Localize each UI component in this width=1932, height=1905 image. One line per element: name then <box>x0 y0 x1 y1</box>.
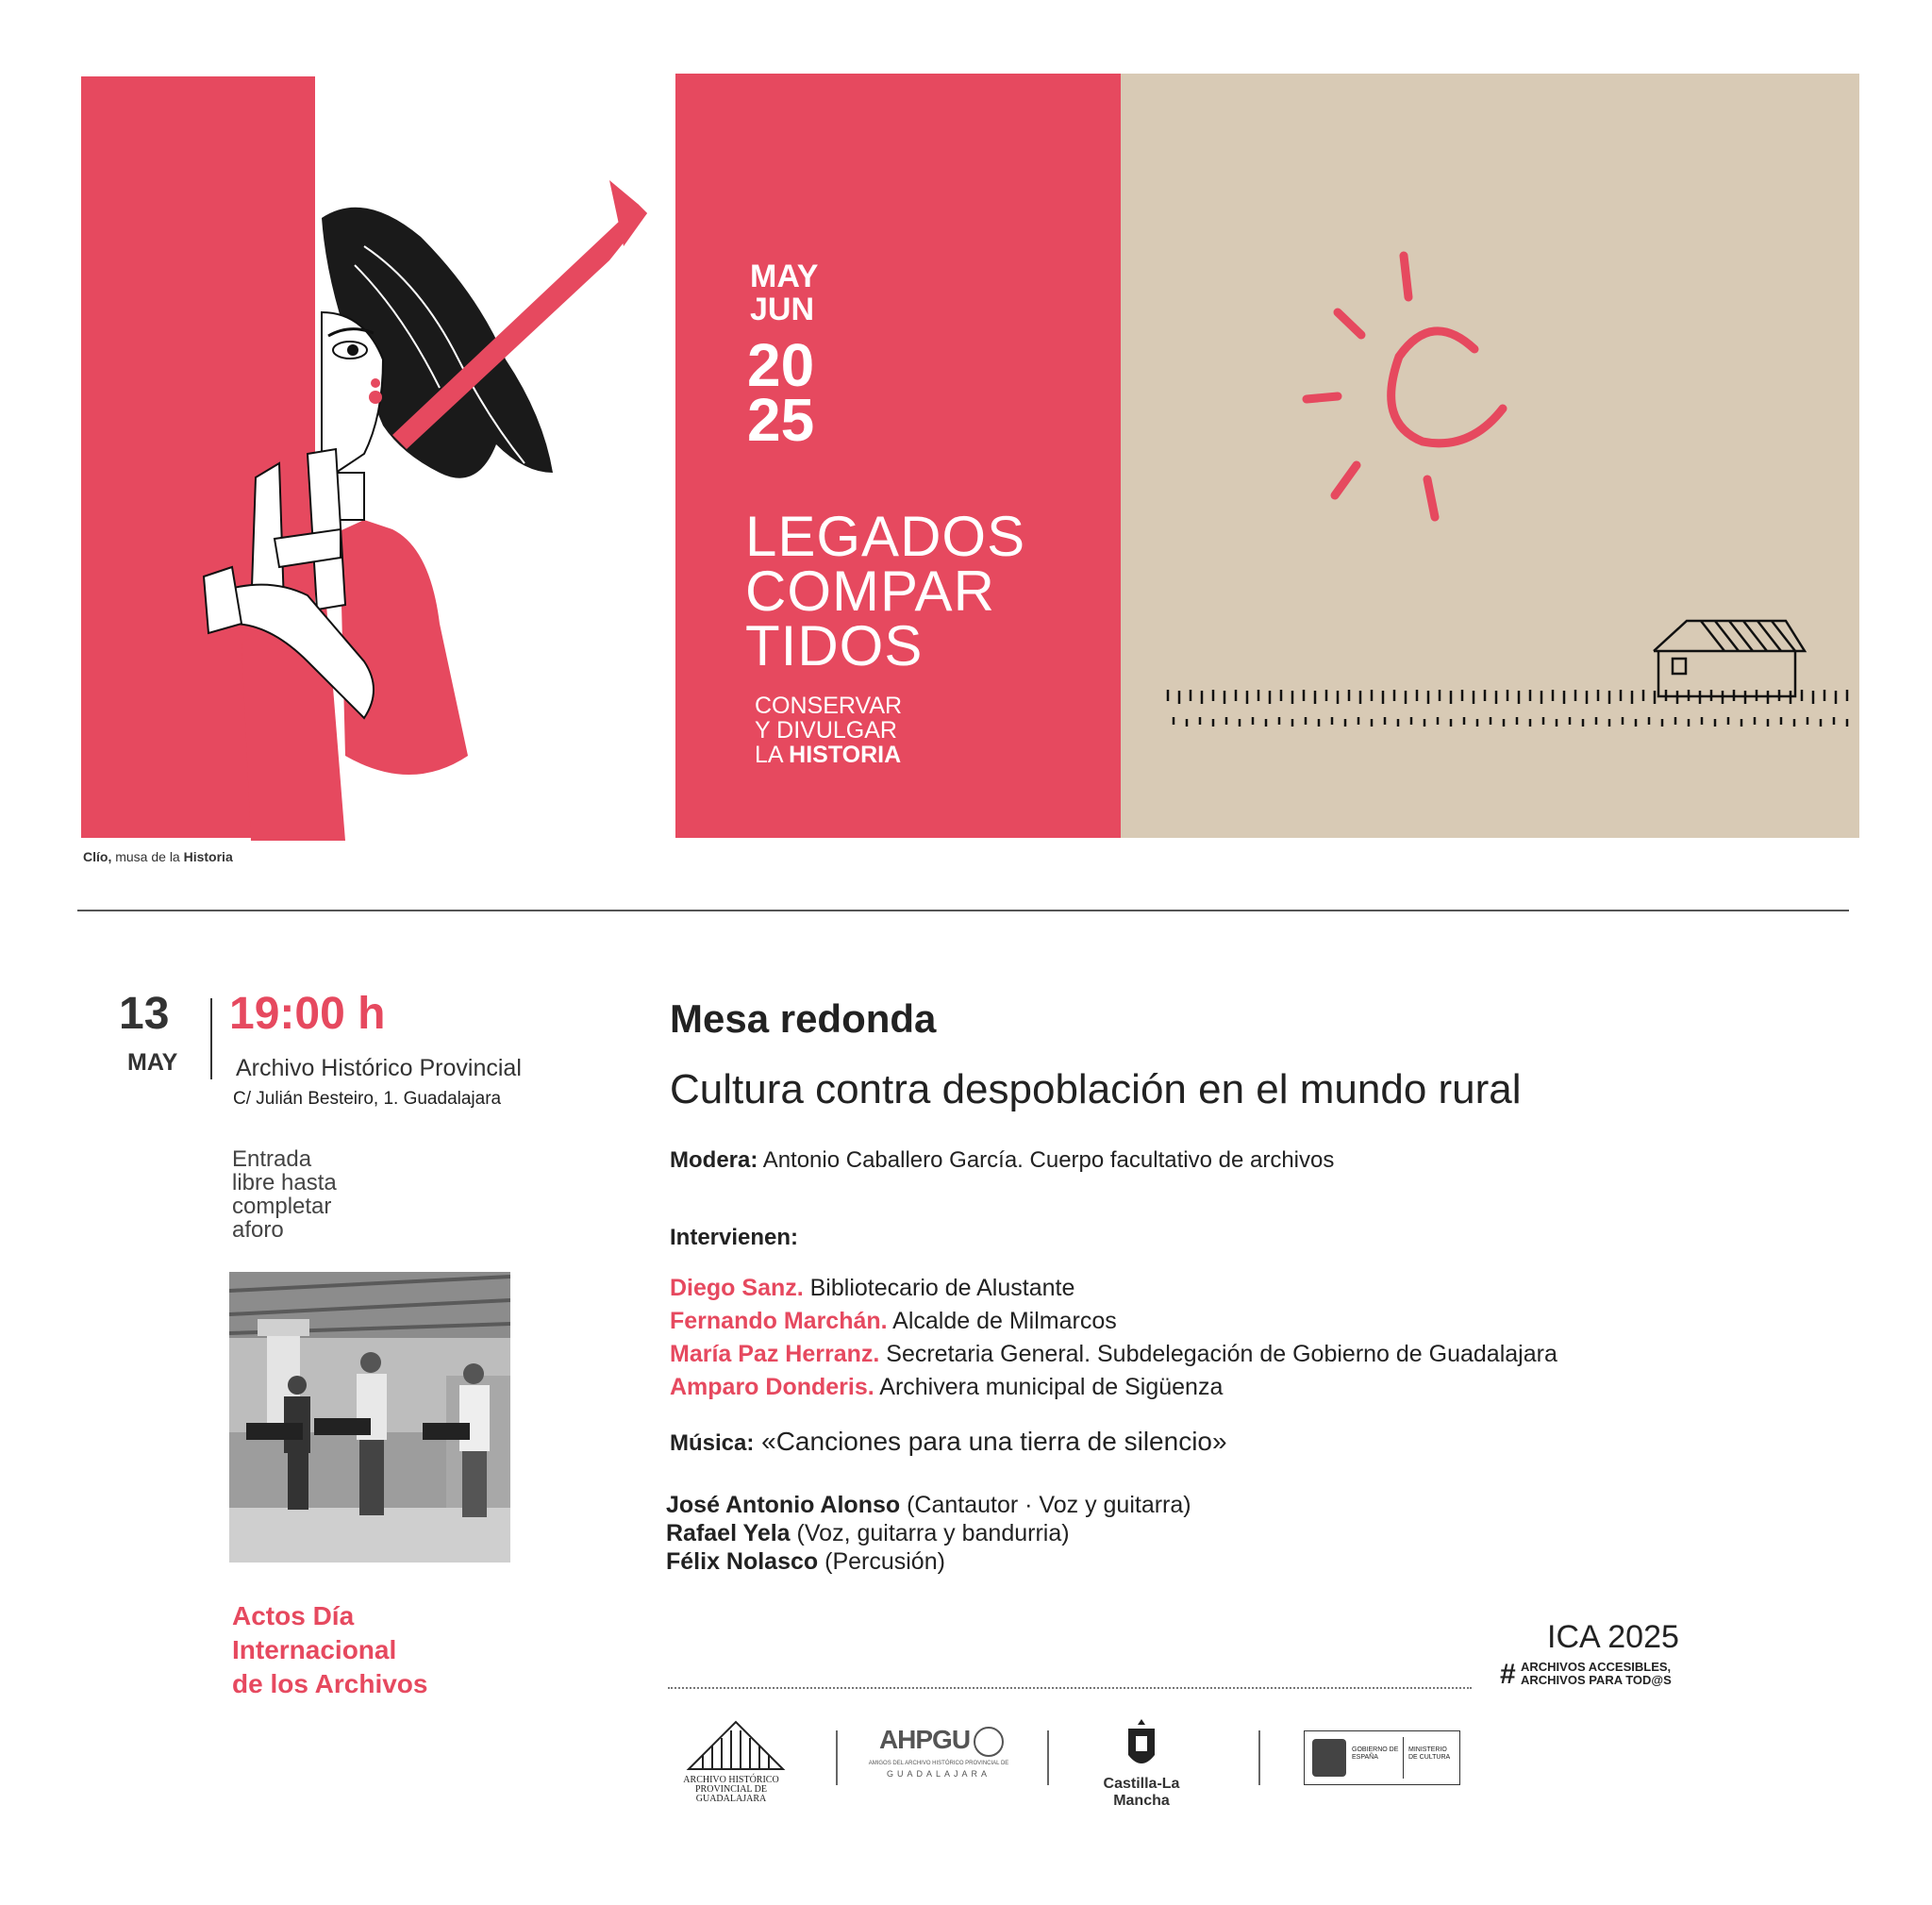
banner-months: MAY JUN <box>750 259 819 327</box>
event-type: Mesa redonda <box>670 996 937 1041</box>
house-icon <box>1654 621 1805 696</box>
moderator-line: Modera: Antonio Caballero García. Cuerpo facultativo de archivos <box>670 1147 1335 1173</box>
castle-shield-icon <box>1123 1717 1160 1772</box>
section-divider <box>77 910 1849 911</box>
illustration-caption: Clío, musa de la Historia <box>83 849 233 864</box>
event-address: C/ Julián Besteiro, 1. Guadalajara <box>233 1089 502 1109</box>
banner-title: LEGADOS COMPAR TIDOS <box>745 505 1026 677</box>
event-day: 13 <box>119 989 170 1039</box>
acts-label: Actos Día Internacional de los Archivos <box>232 1601 428 1698</box>
banner-subtitle: CONSERVAR Y DIVULGAR LA HISTORIA <box>755 693 903 768</box>
logo-gobierno-espana: GOBIERNO DE ESPAÑA MINISTERIO DE CULTURA <box>1304 1730 1460 1785</box>
entry-note: Entrada libre hasta completar aforo <box>232 1146 337 1243</box>
date-divider <box>210 998 212 1079</box>
speaker-item: Amparo Donderis. Archivera municipal de Sigüenza <box>670 1374 1224 1400</box>
speaker-item: Fernando Marchán. Alcalde de Milmarcos <box>670 1308 1117 1334</box>
grass-icon <box>1168 690 1847 727</box>
logo-castilla-la-mancha: Castilla-La Mancha <box>1075 1717 1208 1812</box>
speakers-list <box>670 1272 1557 1404</box>
speaker-item: María Paz Herranz. Secretaria General. Subdelegación de Gobierno de Guadalajara <box>670 1341 1557 1367</box>
event-place: Archivo Histórico Provincial <box>236 1055 522 1081</box>
hashtag-icon: # <box>1500 1659 1516 1690</box>
sponsor-logos <box>660 1717 1472 1812</box>
musician-item: Rafael Yela (Voz, guitarra y bandurria) <box>666 1520 1070 1546</box>
banner-year: 20 25 <box>747 331 815 454</box>
logo-separator <box>1258 1730 1260 1785</box>
sun-house-drawing <box>1121 74 1859 838</box>
music-line: Música: «Canciones para una tierra de silencio» <box>670 1427 1227 1456</box>
logo-ahpgu: AHPGU AMIGOS DEL ARCHIVO HISTÓRICO PROVINCIAL DE GUADALAJARA <box>868 1725 1009 1779</box>
dotted-divider <box>668 1687 1472 1689</box>
event-month: MAY <box>127 1049 178 1076</box>
musician-item: José Antonio Alonso (Cantautor · Voz y guitarra) <box>666 1492 1191 1518</box>
musicians-photo <box>229 1272 510 1562</box>
sun-icon <box>1307 256 1503 517</box>
ahpgu-emblem-icon <box>974 1727 1004 1757</box>
logo-separator <box>1047 1730 1049 1785</box>
event-time: 19:00 h <box>229 989 386 1039</box>
musician-item: Félix Nolasco (Percusión) <box>666 1548 945 1575</box>
speaker-item: Diego Sanz. Bibliotecario de Alustante <box>670 1275 1075 1301</box>
coat-of-arms-icon <box>1312 1739 1346 1777</box>
musicians-list <box>666 1491 1191 1576</box>
logo-archivo-historico: ARCHIVO HISTÓRICO PROVINCIAL DE GUADALAJARA <box>660 1717 802 1812</box>
building-icon <box>679 1717 792 1774</box>
logo-separator <box>836 1730 838 1785</box>
clio-illustration <box>81 76 647 841</box>
ica-label: ICA 2025 <box>1547 1619 1679 1655</box>
speakers-heading: Intervienen: <box>670 1225 799 1250</box>
right-sand-panel <box>1121 74 1859 838</box>
hashtag-text: ARCHIVOS ACCESIBLES, ARCHIVOS PARA TOD@S <box>1521 1660 1672 1687</box>
event-title: Cultura contra despoblación en el mundo rural <box>670 1066 1522 1112</box>
